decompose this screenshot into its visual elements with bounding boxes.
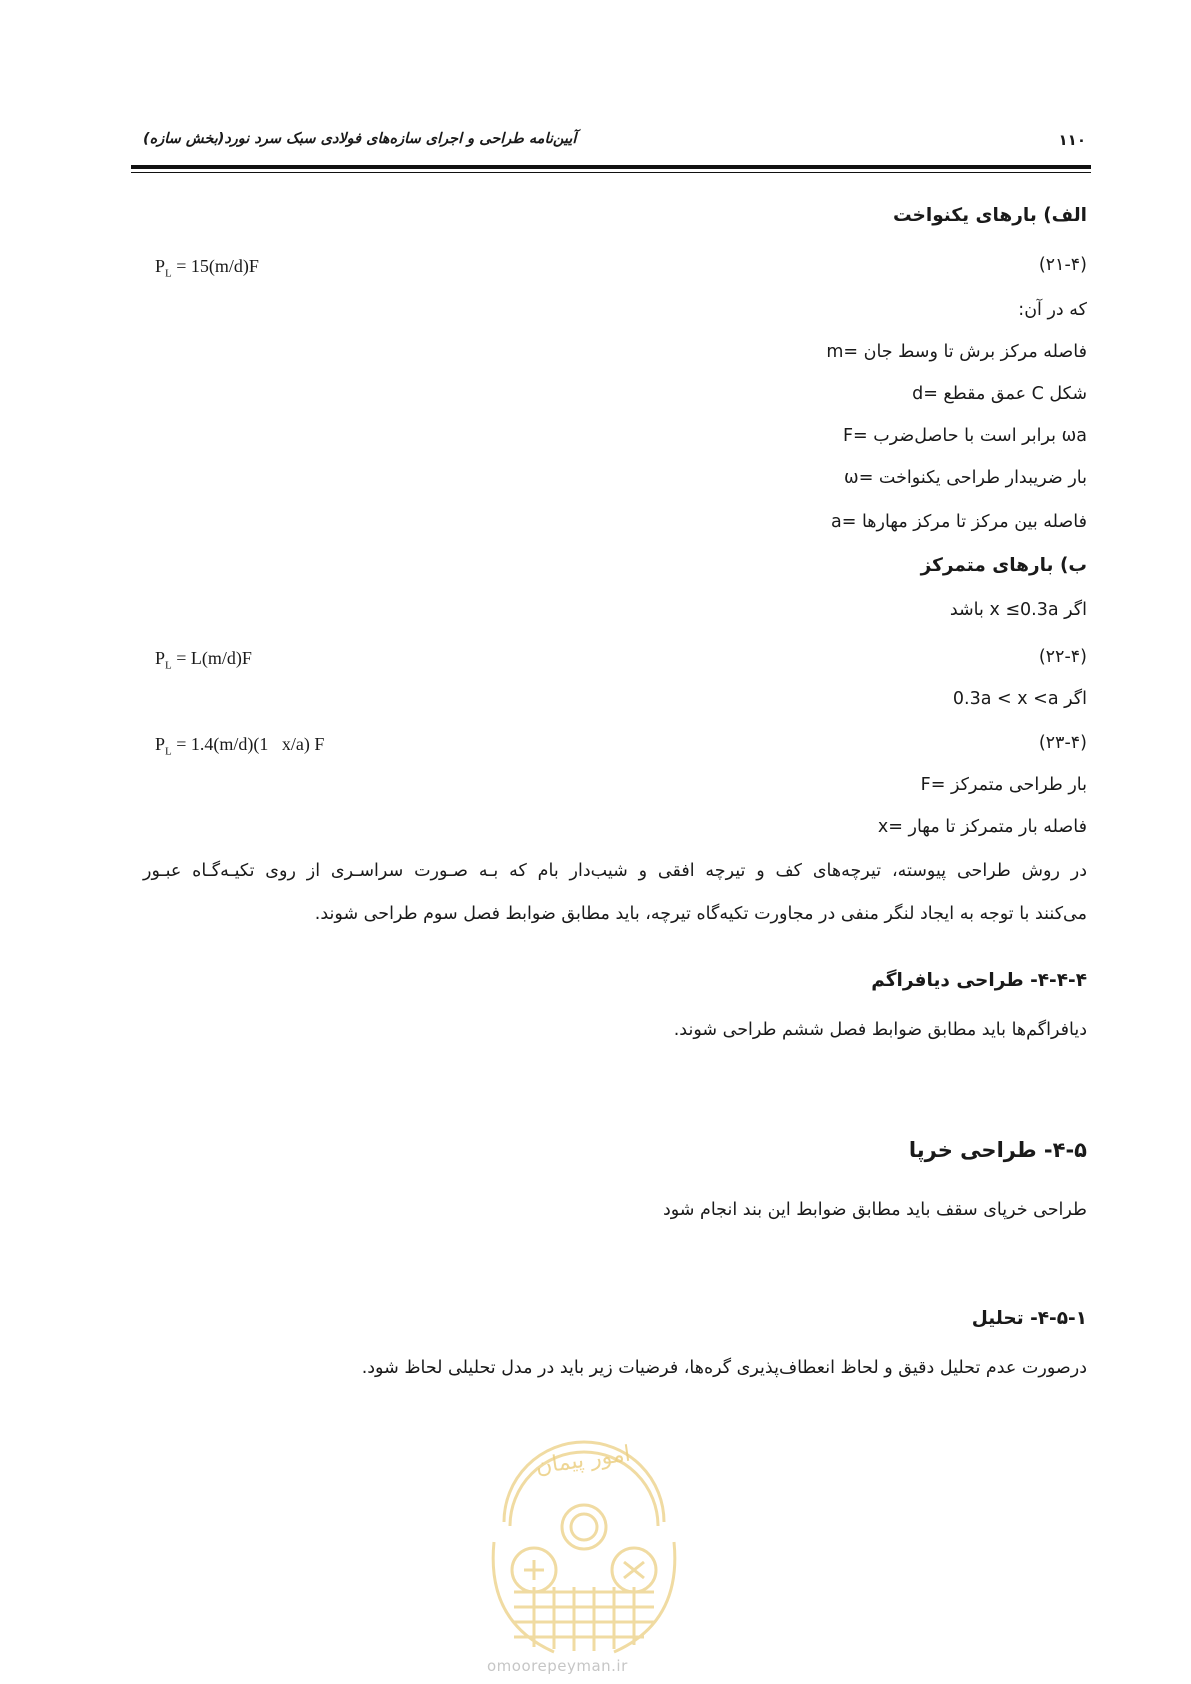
running-header-title: آیین‌نامه طراحی و اجرای سازه‌های فولادی سبک سرد نورد(بخش سازه) xyxy=(143,131,577,147)
definition-symbol: F xyxy=(920,775,931,795)
definition-symbol: d xyxy=(912,384,924,404)
equation-number-22-4: (۲۲-۴) xyxy=(1038,647,1087,667)
definition-symbol: F xyxy=(842,426,854,446)
equation-23-4: $P_L = 1.4(m/d)(1$ x/a) F xyxy=(155,734,325,758)
watermark-arc-text: امور پیمان xyxy=(534,1441,632,1480)
heading-diaphragm-design: ۴-۴-۴- طراحی دیافراگم xyxy=(871,970,1087,991)
paragraph-continuous-design-line1: در روش طراحی پیوسته، تیرچه‌های کف و تیرچه افقی و شیب‌دار بام که بـه صـورت سراسـری از روی تکیـه‌گـاه عبـور xyxy=(143,861,1087,881)
watermark-seal-logo xyxy=(474,1422,694,1682)
condition-1: اگر x ≤0.3a باشد xyxy=(949,600,1087,620)
definition-text: = فاصله بار متمرکز تا مهار xyxy=(888,817,1087,837)
definition-text: = بار طراحی متمرکز xyxy=(930,775,1087,795)
analysis-text: درصورت عدم تحلیل دقیق و لحاظ انعطاف‌پذیری گره‌ها، فرضیات زیر باید در مدل تحلیلی لحاظ شود. xyxy=(361,1358,1087,1378)
definition-symbol: ω xyxy=(844,468,859,488)
where-label: که در آن: xyxy=(1018,300,1087,320)
paragraph-continuous-design-line2: می‌کنند با توجه به ایجاد لنگر منفی در مجاورت تکیه‌گاه تیرچه، باید مطابق ضوابط فصل سوم طراحی شوند. xyxy=(314,904,1087,924)
definition-omega xyxy=(844,468,1087,488)
watermark-url: omoorepeyman.ir xyxy=(487,1657,628,1675)
definition-m xyxy=(826,342,1087,362)
definition-symbol: m xyxy=(826,342,844,362)
page-number: ۱۱۰ xyxy=(1058,131,1086,149)
definition-text: = عمق مقطع C شکل xyxy=(923,384,1087,404)
definition-d xyxy=(912,384,1087,404)
heading-truss-design: ۴-۵- طراحی خرپا xyxy=(908,1138,1087,1162)
definition-text: = بار ضریبدار طراحی یکنواخت xyxy=(858,468,1087,488)
header-rule-thin xyxy=(131,172,1091,173)
definition-x xyxy=(878,817,1087,837)
header-rule-thick xyxy=(131,165,1091,169)
definition-text: = برابر است با حاصل‌ضرب ωa xyxy=(853,426,1087,446)
definition-F-concentrated xyxy=(921,775,1087,795)
definition-text: = فاصله مرکز برش تا وسط جان xyxy=(843,342,1087,362)
equation-number-23-4: (۲۳-۴) xyxy=(1038,733,1087,753)
diaphragm-text: دیافراگم‌ها باید مطابق ضوابط فصل ششم طراحی شوند. xyxy=(673,1020,1087,1040)
definition-F xyxy=(843,426,1087,446)
definition-text: = فاصله بین مرکز تا مرکز مهارها xyxy=(841,512,1087,532)
definition-symbol: x xyxy=(877,817,889,837)
definition-a xyxy=(831,512,1087,532)
heading-uniform-loads: الف) بارهای یکنواخت xyxy=(892,205,1087,226)
definition-symbol: a xyxy=(830,512,842,532)
condition-2: اگر 0.3a < x <a xyxy=(952,689,1087,709)
equation-number-21-4: (۲۱-۴) xyxy=(1038,255,1087,275)
equation-22-4: $P_L = L(m/d)F$ xyxy=(155,648,252,672)
equation-21-4: $P_L = 15(m/d)F$ xyxy=(155,256,259,280)
truss-text: طراحی خرپای سقف باید مطابق ضوابط این بند انجام شود xyxy=(662,1200,1087,1220)
heading-concentrated-loads: ب) بارهای متمرکز xyxy=(920,555,1087,576)
heading-analysis: ۴-۵-۱- تحلیل xyxy=(971,1308,1087,1329)
